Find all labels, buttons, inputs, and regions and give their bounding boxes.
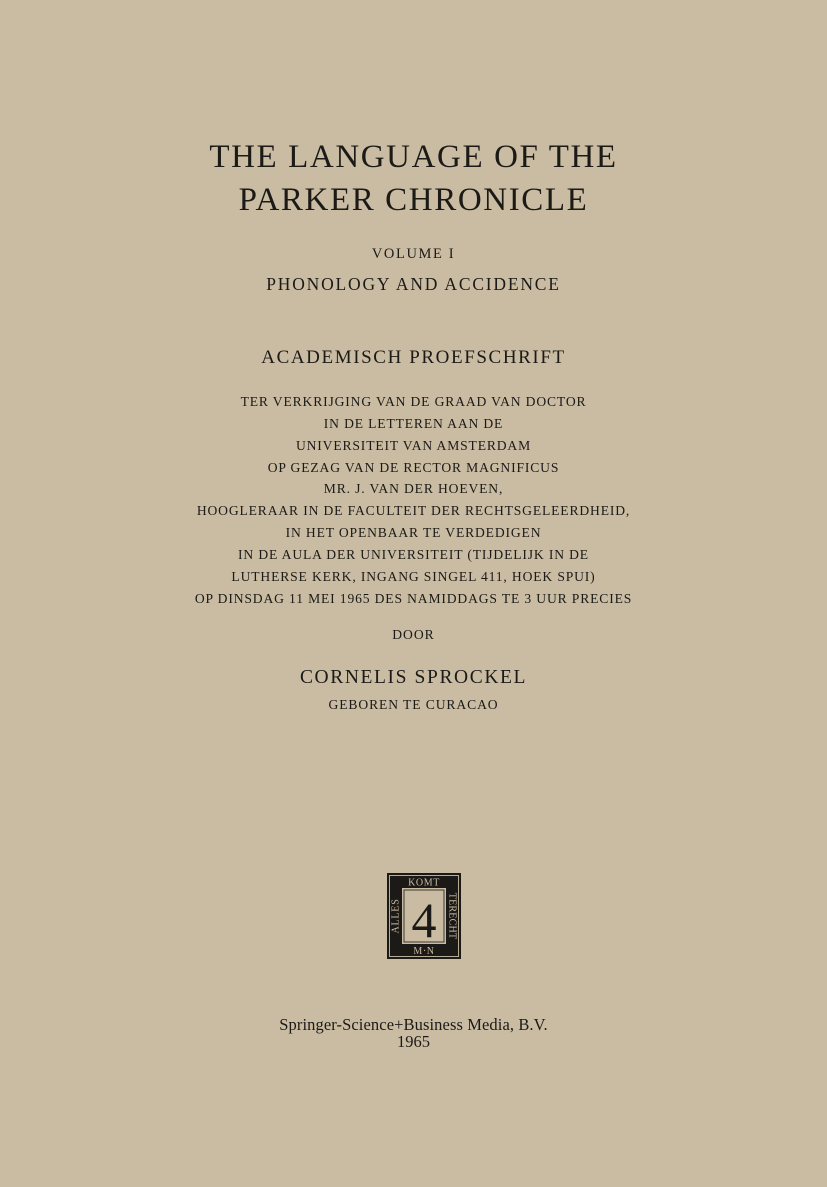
logo-text-top: KOMT [408,877,440,889]
thesis-line: IN HET OPENBAAR TE VERDEDIGEN [285,525,542,541]
logo-text-center: 4 [411,892,437,948]
author-name: CORNELIS SPROCKEL [299,667,528,688]
thesis-line: UNIVERSITEIT VAN AMSTERDAM [295,437,532,453]
book-title-line-1: THE LANGUAGE OF THE [209,139,618,175]
thesis-line: OP GEZAG VAN DE RECTOR MAGNIFICUS [267,459,560,475]
logo-text-left: ALLES [390,898,402,934]
book-subtitle: PHONOLOGY AND ACCIDENCE [266,274,561,294]
book-title-line-2: PARKER CHRONICLE [238,182,589,218]
thesis-line: IN DE AULA DER UNIVERSITEIT (TIJDELIJK IN DE [238,546,589,562]
thesis-heading: ACADEMISCH PROEFSCHRIFT [261,347,566,368]
thesis-line: TER VERKRIJGING VAN DE GRAAD VAN DOCTOR [240,394,587,409]
thesis-line: OP DINSDAG 11 MEI 1965 DES NAMIDDAGS TE 3 UUR PRECIES [194,590,633,606]
logo-text-bottom: M·N [413,946,435,957]
publication-year: 1965 [397,1032,430,1051]
thesis-line: MR. J. VAN DER HOEVEN, [323,481,504,497]
author-birthplace: GEBOREN TE CURACAO [328,697,499,712]
thesis-line: HOOGLERAAR IN DE FACULTEIT DER RECHTSGELEERDHEID, [196,503,631,519]
publisher-emblem-icon [387,873,461,959]
thesis-line: IN DE LETTEREN AAN DE [323,415,504,431]
by-label: DOOR [392,627,435,642]
volume-label: VOLUME I [371,246,456,262]
publisher-name: Springer-Science+Business Media, B.V. [279,1015,548,1034]
thesis-statement [0,391,827,609]
thesis-line: LUTHERSE KERK, INGANG SINGEL 411, HOEK SPUI) [231,568,596,584]
logo-text-right: TERECHT [446,892,458,940]
